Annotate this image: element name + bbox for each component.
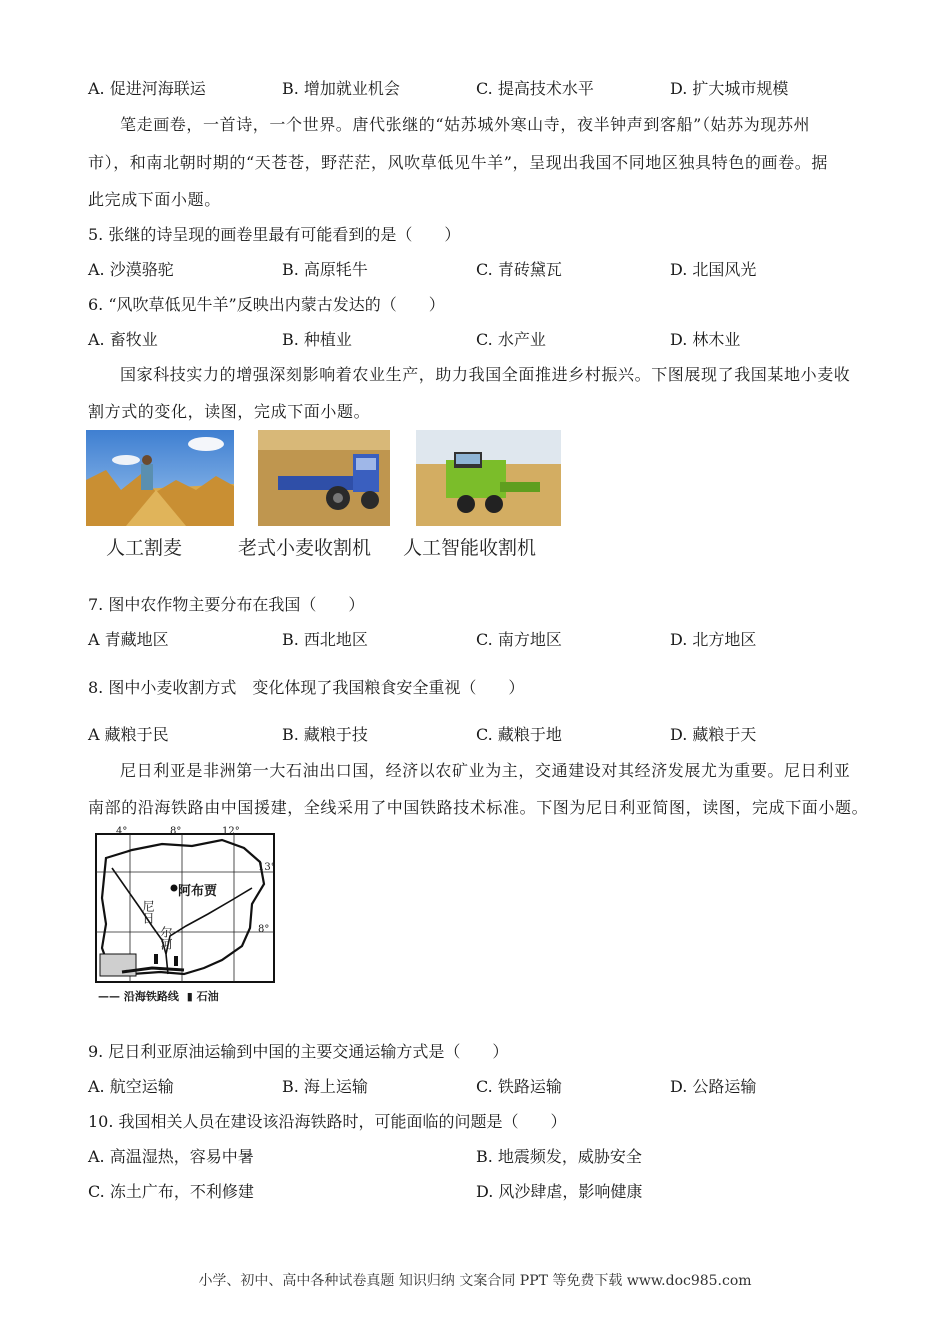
q4-option-d: D. 扩大城市规模 — [670, 79, 789, 98]
passage-line: 笔走画卷，一首诗，一个世界。唐代张继的“姑苏城外寒山寺，夜半钟声到客船”（姑苏为现苏州 — [120, 115, 811, 134]
q9-option-c: C. 铁路运输 — [476, 1077, 562, 1096]
q9-option-a: A. 航空运输 — [88, 1077, 174, 1096]
q5-stem: 5. 张继的诗呈现的画卷里最有可能看到的是（ ） — [88, 225, 461, 244]
passage-line: 此完成下面小题。 — [88, 190, 221, 209]
q5-option-c: C. 青砖黛瓦 — [476, 260, 562, 279]
caption-old-harvester: 老式小麦收割机 — [238, 537, 372, 559]
q7-stem: 7. 图中农作物主要分布在我国（ ） — [88, 595, 365, 614]
q5-option-d: D. 北国风光 — [670, 260, 757, 279]
photo-manual-harvest — [86, 430, 234, 526]
q9-stem: 9. 尼日利亚原油运输到中国的主要交通运输方式是（ ） — [88, 1042, 509, 1061]
q4-option-b: B. 增加就业机会 — [282, 79, 400, 98]
caption-ai-harvester: 人工智能收割机 — [403, 537, 537, 559]
legend-rail-icon: —— — [98, 990, 120, 1003]
q10-option-c: C. 冻土广布，不利修建 — [88, 1182, 254, 1201]
q6-option-b: B. 种植业 — [282, 330, 352, 349]
q6-option-d: D. 林木业 — [670, 330, 741, 349]
map-lon-label: 8° — [170, 826, 182, 837]
passage-line: 南部的沿海铁路由中国援建，全线采用了中国铁路技术标准。下图为尼日利亚简图，读图，完成下面小题。 — [88, 798, 869, 817]
q4-option-a: A. 促进河海联运 — [88, 79, 206, 98]
map-lat-label: 13° — [258, 862, 276, 873]
q7-option-b: B. 西北地区 — [282, 630, 368, 649]
q10-option-a: A. 高温湿热，容易中暑 — [88, 1147, 254, 1166]
q9-option-b: B. 海上运输 — [282, 1077, 368, 1096]
q8-option-b: B. 藏粮于技 — [282, 725, 368, 744]
q5-option-a: A. 沙漠骆驼 — [88, 260, 174, 279]
q10-option-b: B. 地震频发，威胁安全 — [476, 1147, 642, 1166]
q10-stem: 10. 我国相关人员在建设该沿海铁路时，可能面临的问题是（ ） — [88, 1112, 567, 1131]
map-lat-label: 8° — [258, 924, 270, 935]
map-river-label: 尔河 — [159, 926, 173, 950]
q6-stem: 6. “风吹草低见牛羊”反映出内蒙古发达的（ ） — [88, 295, 445, 314]
q7-option-d: D. 北方地区 — [670, 630, 757, 649]
q8-option-a: A 藏粮于民 — [88, 725, 169, 744]
map-lon-label: 4° — [116, 826, 128, 837]
q4-option-c: C. 提高技术水平 — [476, 79, 594, 98]
caption-manual: 人工割麦 — [106, 537, 183, 559]
legend-oil-label: 石油 — [196, 990, 219, 1003]
legend-oil-icon: ▮ — [186, 990, 193, 1003]
q8-option-d: D. 藏粮于天 — [670, 725, 757, 744]
map-river-label: 尼日 — [141, 900, 155, 924]
q7-option-c: C. 南方地区 — [476, 630, 562, 649]
nigeria-map — [92, 828, 280, 1010]
q7-option-a: A 青藏地区 — [88, 630, 169, 649]
q8-option-c: C. 藏粮于地 — [476, 725, 562, 744]
q8-stem: 8. 图中小麦收割方式 变化体现了我国粮食安全重视（ ） — [88, 678, 525, 697]
passage-line: 尼日利亚是非洲第一大石油出口国，经济以农矿业为主，交通建设对其经济发展尤为重要。尼日利亚 — [120, 761, 851, 780]
q5-option-b: B. 高原牦牛 — [282, 260, 368, 279]
map-lon-label: 12° — [222, 826, 240, 837]
passage-line: 市），和南北朝时期的“天苍苍，野茫茫，风吹草低见牛羊”，呈现出我国不同地区独具特色的画卷。据 — [88, 153, 828, 172]
q10-option-d: D. 风沙肆虐，影响健康 — [476, 1182, 643, 1201]
map-legend — [98, 988, 219, 1004]
photo-ai-harvester — [416, 430, 561, 526]
map-city-abuja: 阿布贾 — [178, 884, 218, 899]
passage-line: 割方式的变化，读图，完成下面小题。 — [88, 402, 371, 421]
photo-old-harvester — [258, 430, 390, 526]
page-footer: 小学、初中、高中各种试卷真题 知识归纳 文案合同 PPT 等免费下载 www.doc985.com — [198, 1273, 752, 1289]
passage-line: 国家科技实力的增强深刻影响着农业生产，助力我国全面推进乡村振兴。下图展现了我国某地小麦收 — [120, 365, 851, 384]
legend-rail-label: 沿海铁路线 — [123, 990, 179, 1003]
q6-option-c: C. 水产业 — [476, 330, 546, 349]
q6-option-a: A. 畜牧业 — [88, 330, 158, 349]
q9-option-d: D. 公路运输 — [670, 1077, 757, 1096]
